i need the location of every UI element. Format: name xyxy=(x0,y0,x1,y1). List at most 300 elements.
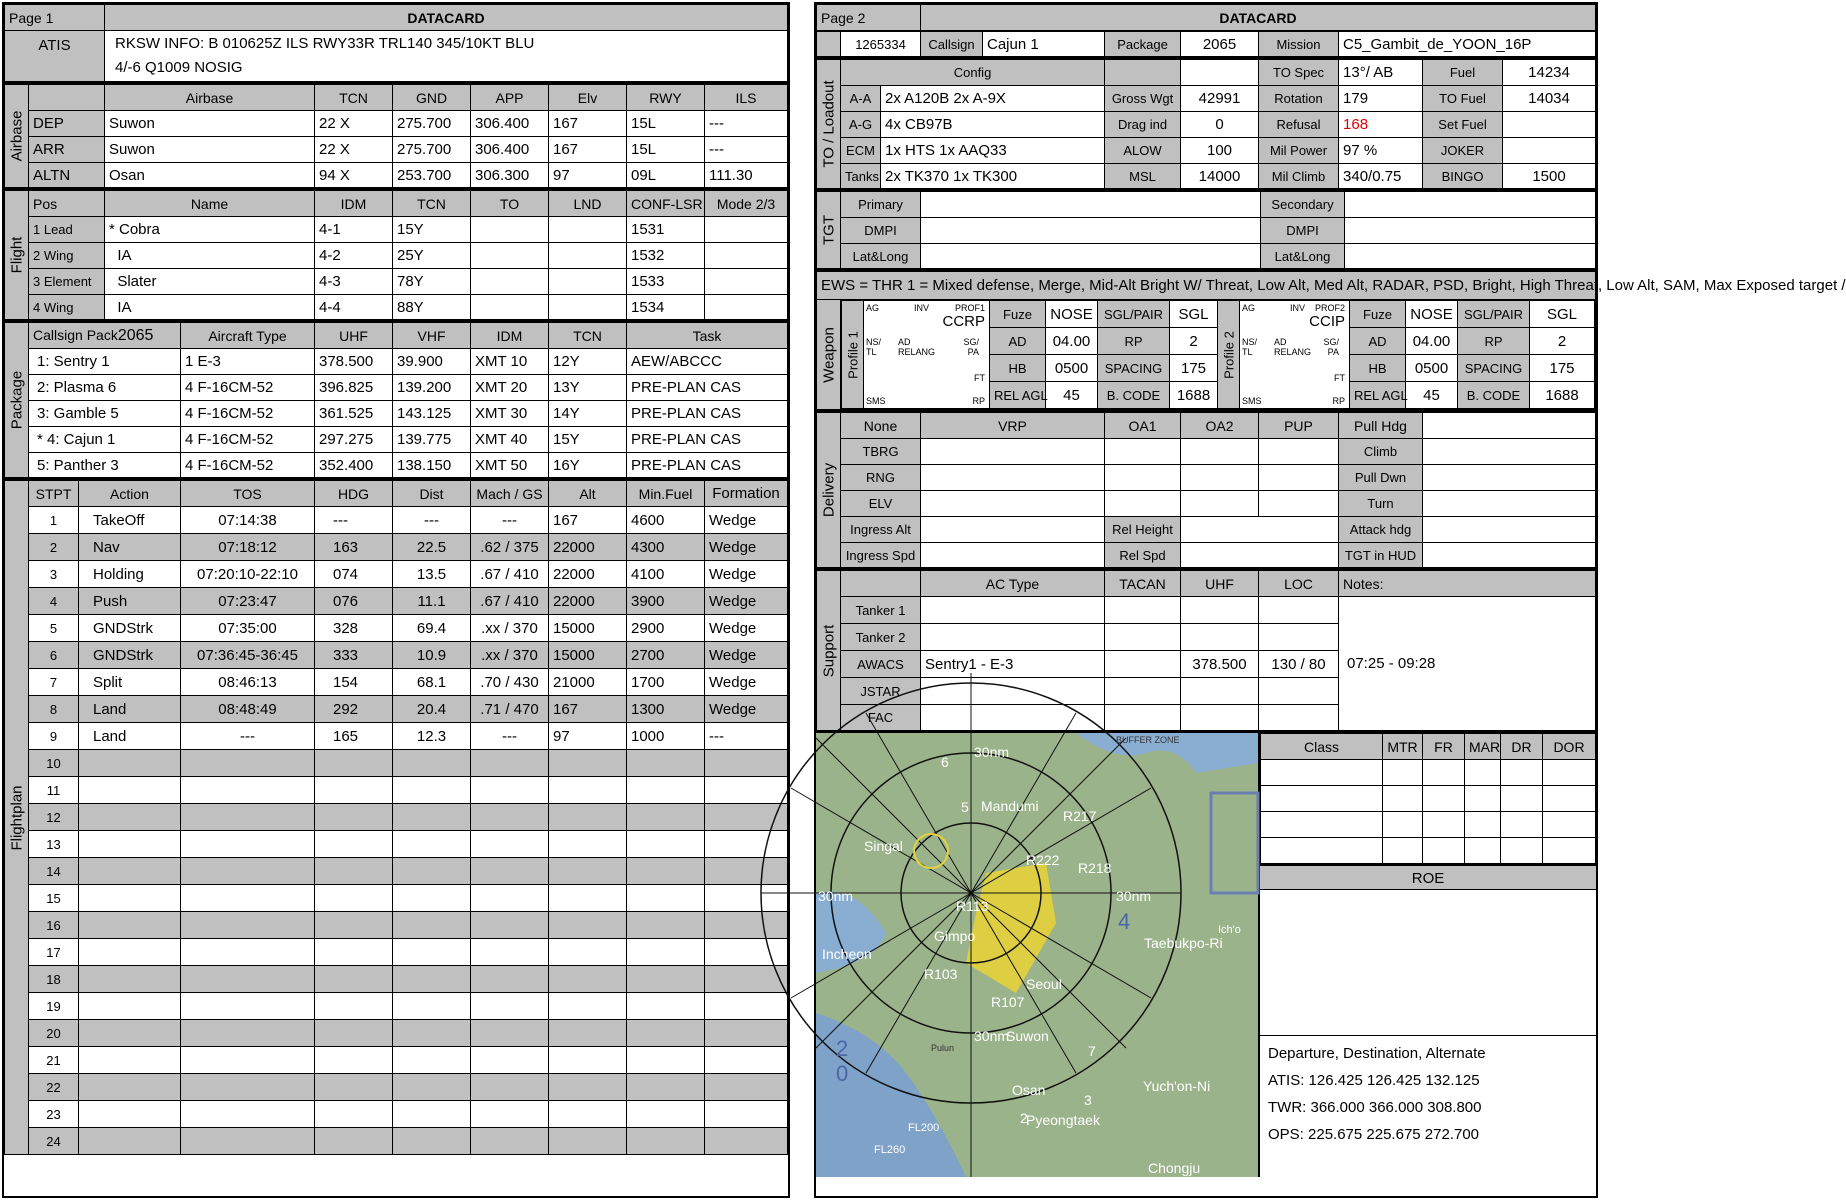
table-cell xyxy=(181,804,315,831)
column-header: Formation xyxy=(705,481,788,507)
weapon-param-label: AD xyxy=(990,328,1046,355)
table-cell xyxy=(79,912,181,939)
package-row xyxy=(5,401,788,427)
table-cell xyxy=(393,831,471,858)
map-label: R107 xyxy=(991,994,1025,1010)
table-cell: 4100 xyxy=(627,561,705,588)
table-cell: 1 E-3 xyxy=(181,349,315,375)
table-cell xyxy=(1181,517,1339,543)
target-row xyxy=(817,192,1596,218)
flightplan-row xyxy=(5,831,788,858)
table-cell xyxy=(627,993,705,1020)
flight-row xyxy=(5,295,788,321)
freq-ops: OPS: 225.675 225.675 272.700 xyxy=(1268,1126,1480,1143)
table-cell xyxy=(549,858,627,885)
table-cell xyxy=(627,858,705,885)
flightplan-row xyxy=(5,642,788,669)
weapon-param-value: 2 xyxy=(1170,328,1218,355)
weapon-param-value: SGL xyxy=(1530,301,1595,328)
table-cell xyxy=(315,1074,393,1101)
table-cell xyxy=(79,1128,181,1155)
table-cell xyxy=(549,993,627,1020)
table-cell: IA xyxy=(105,295,315,321)
loadout-label: Refusal xyxy=(1259,112,1339,138)
table-cell: 21000 xyxy=(549,669,627,696)
map-label: R103 xyxy=(924,966,958,982)
flight-row xyxy=(5,217,788,243)
table-cell: Suwon xyxy=(105,111,315,137)
loadout-value: 0 xyxy=(1181,112,1259,138)
table-cell xyxy=(1423,838,1465,864)
loadout-row xyxy=(817,60,1596,86)
table-cell xyxy=(315,804,393,831)
mission-header xyxy=(816,31,1596,59)
loadout-label: ECM xyxy=(841,138,881,164)
table-cell xyxy=(627,831,705,858)
flightplan-row xyxy=(5,615,788,642)
table-cell xyxy=(79,939,181,966)
weapon-param-value: 04.00 xyxy=(1406,328,1458,355)
table-cell xyxy=(1105,491,1181,517)
table-cell xyxy=(549,295,627,321)
table-cell xyxy=(181,1047,315,1074)
table-cell: 16Y xyxy=(549,453,627,479)
table-cell: XMT 40 xyxy=(471,427,549,453)
table-cell: 1531 xyxy=(627,217,705,243)
table-cell xyxy=(549,939,627,966)
loadout-value: 4x CB97B xyxy=(881,112,1105,138)
table-cell: Suwon xyxy=(105,137,315,163)
loadout-label: Mil Power xyxy=(1259,138,1339,164)
table-cell: 07:14:38 xyxy=(181,507,315,534)
prof-ag: AG xyxy=(866,303,880,313)
table-cell xyxy=(1543,786,1596,812)
map-label: 2 xyxy=(1020,1110,1028,1126)
table-cell: 3900 xyxy=(627,588,705,615)
table-cell: 4600 xyxy=(627,507,705,534)
column-header: TO xyxy=(471,191,549,217)
table-cell: 15000 xyxy=(549,642,627,669)
flightplan-row xyxy=(5,912,788,939)
column-header: OA1 xyxy=(1105,413,1181,439)
table-cell: .70 / 430 xyxy=(471,669,549,696)
airbase-row xyxy=(5,137,788,163)
table-cell xyxy=(705,269,788,295)
table-cell xyxy=(705,993,788,1020)
table-cell xyxy=(181,966,315,993)
column-header: TOS xyxy=(181,481,315,507)
loadout-label: BINGO xyxy=(1423,164,1503,190)
table-cell xyxy=(1423,812,1465,838)
map-label: 30nm xyxy=(974,744,1010,760)
column-header: APP xyxy=(471,85,549,111)
package-side-label: Package xyxy=(5,323,29,479)
target-side-label: TGT xyxy=(817,192,841,270)
delivery-label: Attack hdg xyxy=(1339,517,1423,543)
table-cell xyxy=(1423,491,1596,517)
table-cell xyxy=(471,217,549,243)
callsign-label: Callsign xyxy=(921,32,983,58)
table-cell: 333 xyxy=(315,642,393,669)
column-header: Aircraft Type xyxy=(181,323,315,349)
steerpoint-number: 13 xyxy=(29,831,79,858)
steerpoint-number: 21 xyxy=(29,1047,79,1074)
table-cell: 275.700 xyxy=(393,137,471,163)
table-cell: 138.150 xyxy=(393,453,471,479)
atis-info xyxy=(105,31,788,83)
weapon-param-value: 45 xyxy=(1406,382,1458,409)
loadout-value: 14234 xyxy=(1503,60,1596,86)
weapon-param-label: AD xyxy=(1350,328,1406,355)
table-cell xyxy=(627,750,705,777)
loadout-label: Set Fuel xyxy=(1423,112,1503,138)
table-cell xyxy=(315,912,393,939)
table-cell: --- xyxy=(471,723,549,750)
steerpoint-number: 20 xyxy=(29,1020,79,1047)
table-cell xyxy=(471,750,549,777)
table-cell: 1532 xyxy=(627,243,705,269)
target-label: Primary xyxy=(841,192,921,218)
table-cell: 14Y xyxy=(549,401,627,427)
threat-row xyxy=(1261,786,1596,812)
column-header: MAR xyxy=(1465,734,1501,760)
table-cell xyxy=(1259,491,1339,517)
table-cell: 167 xyxy=(549,111,627,137)
flightplan-row xyxy=(5,858,788,885)
target-table xyxy=(816,191,1596,271)
table-cell: Split xyxy=(79,669,181,696)
column-header: TCN xyxy=(315,85,393,111)
table-cell: 111.30 xyxy=(705,163,788,189)
prof-ns: NS/ xyxy=(866,337,882,347)
target-label: Secondary xyxy=(1261,192,1345,218)
table-cell xyxy=(1423,517,1596,543)
delivery-label: RNG xyxy=(841,465,921,491)
flightplan-row xyxy=(5,804,788,831)
table-cell xyxy=(1465,760,1501,786)
table-cell xyxy=(471,885,549,912)
table-cell: 2700 xyxy=(627,642,705,669)
table-cell xyxy=(471,1074,549,1101)
map-label: Pyeongtaek xyxy=(1026,1112,1100,1128)
flightplan-row xyxy=(5,885,788,912)
table-cell xyxy=(393,993,471,1020)
flightplan-row xyxy=(5,993,788,1020)
column-header: Name xyxy=(105,191,315,217)
table-cell xyxy=(181,750,315,777)
delivery-row xyxy=(817,439,1596,465)
delivery-label: Climb xyxy=(1339,439,1423,465)
roe-label: ROE xyxy=(1260,864,1596,890)
table-cell: 4-4 xyxy=(315,295,393,321)
steerpoint-number: 19 xyxy=(29,993,79,1020)
column-header: RWY xyxy=(627,85,705,111)
weapon-param-label: RP xyxy=(1458,328,1530,355)
table-cell: --- xyxy=(181,723,315,750)
column-header: GND xyxy=(393,85,471,111)
table-cell xyxy=(1383,812,1423,838)
table-cell xyxy=(471,1101,549,1128)
table-cell: 07:23:47 xyxy=(181,588,315,615)
table-cell xyxy=(471,939,549,966)
loadout-value: 179 xyxy=(1339,86,1423,112)
weapon-table xyxy=(841,300,1595,409)
table-cell xyxy=(181,1101,315,1128)
table-cell xyxy=(549,217,627,243)
table-cell: 139.775 xyxy=(393,427,471,453)
table-cell xyxy=(627,1020,705,1047)
package-row xyxy=(5,375,788,401)
map-label: Singal xyxy=(864,838,903,854)
table-cell xyxy=(1465,838,1501,864)
threat-row xyxy=(1261,838,1596,864)
table-cell xyxy=(79,831,181,858)
prof-ad: AD xyxy=(898,337,911,347)
weapon-row xyxy=(842,301,1595,328)
table-cell xyxy=(471,831,549,858)
steerpoint-number: 10 xyxy=(29,750,79,777)
table-cell: Wedge xyxy=(705,507,788,534)
map-label: 30nm xyxy=(818,888,854,904)
column-header: AC Type xyxy=(921,571,1105,597)
weapon-param-label: RP xyxy=(1098,328,1170,355)
loadout-row xyxy=(817,86,1596,112)
table-cell: .67 / 410 xyxy=(471,561,549,588)
column-header: Mach / GS xyxy=(471,481,549,507)
delivery-label: ELV xyxy=(841,491,921,517)
table-cell xyxy=(705,295,788,321)
table-cell: Nav xyxy=(79,534,181,561)
table-cell xyxy=(1105,465,1181,491)
prof-sg: SG/ xyxy=(1323,337,1339,347)
table-cell: 143.125 xyxy=(393,401,471,427)
table-cell xyxy=(1105,439,1181,465)
table-cell xyxy=(393,858,471,885)
table-cell xyxy=(1543,760,1596,786)
airbase-row xyxy=(5,111,788,137)
column-header: PUP xyxy=(1259,413,1339,439)
table-cell: --- xyxy=(705,723,788,750)
airbase-row-label: ALTN xyxy=(29,163,105,189)
table-cell xyxy=(705,939,788,966)
table-cell xyxy=(705,831,788,858)
table-cell xyxy=(315,1020,393,1047)
table-cell: 074 xyxy=(315,561,393,588)
target-label: Lat&Long xyxy=(1261,244,1345,270)
table-cell xyxy=(181,1020,315,1047)
loadout-label: MSL xyxy=(1105,164,1181,190)
column-header: FR xyxy=(1423,734,1465,760)
table-cell: 4-1 xyxy=(315,217,393,243)
table-cell xyxy=(1383,786,1423,812)
table-cell xyxy=(549,750,627,777)
weapon-param-value: 45 xyxy=(1046,382,1098,409)
loadout-label: Rotation xyxy=(1259,86,1339,112)
loadout-value: 14000 xyxy=(1181,164,1259,190)
table-cell xyxy=(705,858,788,885)
weapon-param-value: NOSE xyxy=(1406,301,1458,328)
table-cell xyxy=(1501,812,1543,838)
table-cell xyxy=(1105,597,1181,624)
table-cell xyxy=(1345,244,1596,270)
config-label: Config xyxy=(841,60,1105,86)
table-cell: XMT 50 xyxy=(471,453,549,479)
column-header: Task xyxy=(627,323,788,349)
delivery-label: Rel Spd xyxy=(1105,543,1181,569)
weapon-param-label: B. CODE xyxy=(1458,382,1530,409)
column-header: Pull Hdg xyxy=(1339,413,1423,439)
table-cell xyxy=(921,678,1105,705)
support-notes: 07:25 - 09:28 xyxy=(1339,597,1596,732)
steerpoint-number: 17 xyxy=(29,939,79,966)
table-cell: 139.200 xyxy=(393,375,471,401)
table-cell: XMT 20 xyxy=(471,375,549,401)
loadout-side-label: TO / Loadout xyxy=(817,60,841,190)
table-cell: Wedge xyxy=(705,615,788,642)
loadout-value: 97 % xyxy=(1339,138,1423,164)
prof-relang: RELANG xyxy=(898,347,936,357)
table-cell xyxy=(79,804,181,831)
map-label: 30nm xyxy=(974,1028,1010,1044)
column-header: Elv xyxy=(549,85,627,111)
table-cell: 378.500 xyxy=(1181,651,1259,678)
table-cell: IA xyxy=(105,243,315,269)
table-cell xyxy=(1423,465,1596,491)
delivery-label: Ingress Spd xyxy=(841,543,921,569)
steerpoint-number: 11 xyxy=(29,777,79,804)
mission-label: Mission xyxy=(1259,32,1339,58)
delivery-row xyxy=(817,465,1596,491)
table-cell: Holding xyxy=(79,561,181,588)
table-cell xyxy=(393,966,471,993)
flightplan-row xyxy=(5,1128,788,1155)
target-label: Lat&Long xyxy=(841,244,921,270)
table-cell xyxy=(1261,786,1383,812)
table-cell xyxy=(471,804,549,831)
table-cell xyxy=(79,1047,181,1074)
steerpoint-number: 3 xyxy=(29,561,79,588)
prof-pa: PA xyxy=(1327,347,1339,357)
table-cell xyxy=(705,750,788,777)
steerpoint-number: 6 xyxy=(29,642,79,669)
table-cell xyxy=(1259,624,1339,651)
loadout-label: A-A xyxy=(841,86,881,112)
loadout-label: Tanks xyxy=(841,164,881,190)
table-cell xyxy=(1181,60,1259,86)
flight-row xyxy=(5,269,788,295)
threat-table xyxy=(1260,733,1596,864)
prof-pa: PA xyxy=(967,347,979,357)
datacard-page-2 xyxy=(814,2,1846,1198)
column-header: MTR xyxy=(1383,734,1423,760)
prof-sg: SG/ xyxy=(963,337,979,347)
table-cell: 4300 xyxy=(627,534,705,561)
package-label: Package xyxy=(1105,32,1181,58)
weapon-param-label: SGL/PAIR xyxy=(1098,301,1170,328)
table-cell: 292 xyxy=(315,696,393,723)
table-cell xyxy=(705,1128,788,1155)
loadout-label: Mil Climb xyxy=(1259,164,1339,190)
table-cell: 22 X xyxy=(315,111,393,137)
table-cell xyxy=(315,831,393,858)
table-cell xyxy=(1423,439,1596,465)
callsign-pack-header xyxy=(29,323,181,349)
table-cell: 4-2 xyxy=(315,243,393,269)
steerpoint-number: 22 xyxy=(29,1074,79,1101)
table-cell xyxy=(705,885,788,912)
prof-relang: RELANG xyxy=(1274,347,1312,357)
callsign-value: Cajun 1 xyxy=(983,32,1105,58)
column-header: TCN xyxy=(393,191,471,217)
package-row xyxy=(5,349,788,375)
table-cell xyxy=(1181,465,1259,491)
table-cell: 1700 xyxy=(627,669,705,696)
weapon-side-label: Weapon xyxy=(817,300,841,411)
table-cell: --- xyxy=(393,507,471,534)
table-cell xyxy=(1259,597,1339,624)
table-cell: * Cobra xyxy=(105,217,315,243)
table-cell xyxy=(315,858,393,885)
table-cell: 1533 xyxy=(627,269,705,295)
loadout-label: ALOW xyxy=(1105,138,1181,164)
table-cell xyxy=(627,912,705,939)
table-cell: 352.400 xyxy=(315,453,393,479)
table-cell xyxy=(705,1047,788,1074)
map-label: FL200 xyxy=(908,1122,940,1134)
freq-title: Departure, Destination, Alternate xyxy=(1268,1045,1486,1062)
column-header: Alt xyxy=(549,481,627,507)
column-header: Notes: xyxy=(1339,571,1596,597)
map-label: Osan xyxy=(1012,1082,1046,1098)
table-cell xyxy=(1105,624,1181,651)
profile-display xyxy=(864,301,990,409)
page-label: Page 2 xyxy=(817,5,921,31)
package-callsign: 1: Sentry 1 xyxy=(29,349,181,375)
table-cell: Land xyxy=(79,723,181,750)
steerpoint-number: 4 xyxy=(29,588,79,615)
table-cell xyxy=(1261,838,1383,864)
map-label: Pulun xyxy=(931,1043,955,1053)
table-cell xyxy=(627,1047,705,1074)
support-label: Tanker 2 xyxy=(841,624,921,651)
table-cell xyxy=(79,966,181,993)
steerpoint-number: 23 xyxy=(29,1101,79,1128)
table-cell xyxy=(1105,705,1181,732)
flight-position: 3 Element xyxy=(29,269,105,295)
table-cell: 306.300 xyxy=(471,163,549,189)
map-label: Yuch'on-Ni xyxy=(1143,1078,1211,1094)
table-cell: XMT 10 xyxy=(471,349,549,375)
table-cell xyxy=(627,1128,705,1155)
map-label: 7 xyxy=(1088,1043,1096,1059)
delivery-label: Rel Height xyxy=(1105,517,1181,543)
table-cell: 306.400 xyxy=(471,137,549,163)
table-cell xyxy=(471,1047,549,1074)
flight-side-label: Flight xyxy=(5,191,29,321)
column-header: Mode 2/3 xyxy=(705,191,788,217)
column-header: OA2 xyxy=(1181,413,1259,439)
table-cell: 08:48:49 xyxy=(181,696,315,723)
table-cell xyxy=(1543,812,1596,838)
prof-ns: NS/ xyxy=(1242,337,1258,347)
table-cell xyxy=(627,1074,705,1101)
table-cell: .67 / 410 xyxy=(471,588,549,615)
table-cell xyxy=(627,939,705,966)
column-header: IDM xyxy=(471,323,549,349)
table-cell xyxy=(181,1128,315,1155)
table-cell: 11.1 xyxy=(393,588,471,615)
table-cell: Wedge xyxy=(705,669,788,696)
